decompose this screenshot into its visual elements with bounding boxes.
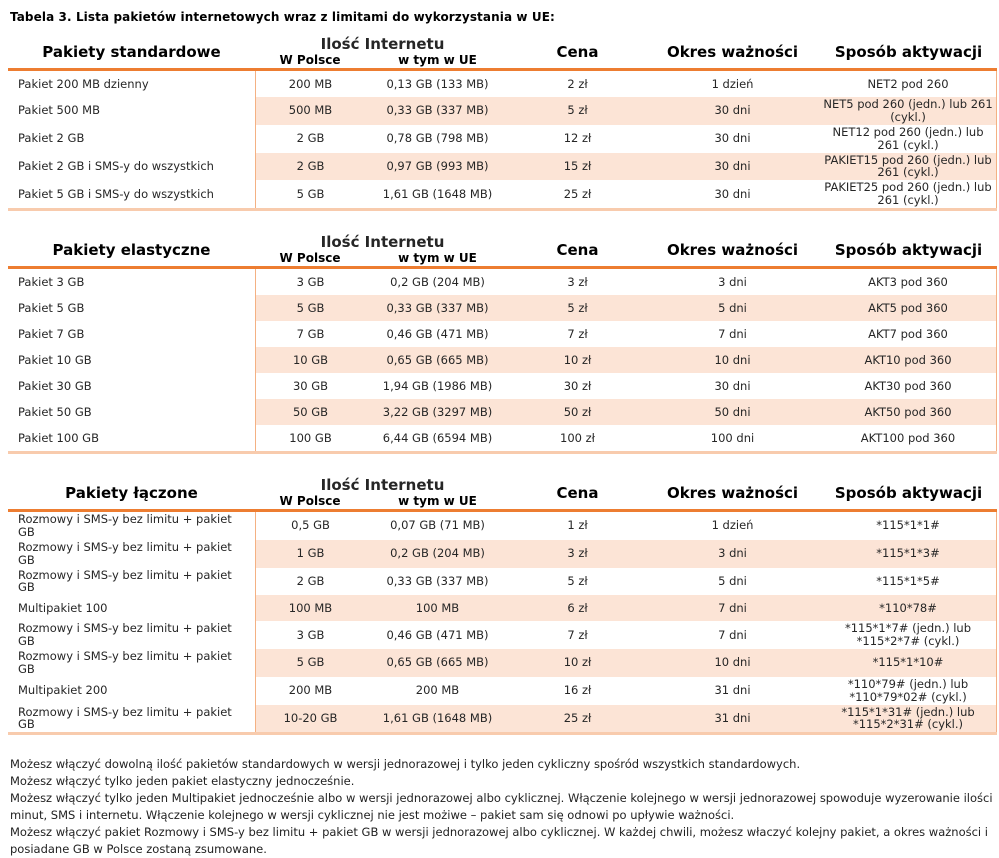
- activation-cell: *110*79# (jedn.) lub *110*79*02# (cykl.): [820, 677, 997, 705]
- eu-amount-cell: 0,33 GB (337 MB): [365, 295, 510, 321]
- poland-amount-cell: 500 MB: [255, 97, 365, 125]
- col-activation: Sposób aktywacji: [834, 42, 983, 61]
- table-row: [8, 425, 997, 451]
- table-row: [8, 321, 997, 347]
- price-cell: 6 zł: [510, 595, 645, 621]
- activation-cell: *115*1*10#: [820, 649, 997, 677]
- eu-amount-cell: 0,13 GB (133 MB): [386, 76, 489, 91]
- eu-amount-cell: 6,44 GB (6594 MB): [382, 430, 493, 445]
- validity-cell: 10 dni: [645, 347, 820, 373]
- package-name-cell: Pakiet 3 GB: [18, 274, 85, 289]
- package-name-cell: Pakiet 2 GB: [18, 131, 85, 146]
- activation-cell: NET5 pod 260 (jedn.) lub 261 (cykl.): [820, 97, 997, 125]
- col-price: Cena: [556, 483, 599, 502]
- table-row: [8, 399, 997, 425]
- table-row: [8, 677, 997, 705]
- col-internet_group: Ilość Internetu: [320, 476, 445, 494]
- validity-cell: 31 dni: [714, 683, 751, 698]
- package-name-cell: Rozmowy i SMS-y bez limitu + pakiet GB: [18, 649, 232, 676]
- poland-amount-cell: 3 GB: [255, 269, 365, 295]
- package-name-cell: Pakiet 10 GB: [18, 352, 92, 367]
- footnote: Możesz włączyć dowolną ilość pakietów standardowych w wersji jednorazowej i tylko jeden cykliczny spośród wszystkich standardowych.: [10, 757, 801, 772]
- poland-amount-cell: 10-20 GB: [255, 705, 365, 733]
- validity-cell: 5 dni: [718, 573, 747, 588]
- validity-cell: 1 dzień: [711, 518, 754, 533]
- price-cell: 25 zł: [563, 186, 592, 201]
- activation-cell: AKT10 pod 360: [820, 347, 997, 373]
- activation-cell: AKT30 pod 360: [820, 373, 997, 399]
- internet-amount-header: [255, 234, 510, 265]
- package-name-cell: Rozmowy i SMS-y bez limitu + pakiet GB: [18, 512, 232, 539]
- package-name-cell: Pakiet 100 GB: [18, 430, 99, 445]
- price-cell: 5 zł: [510, 295, 645, 321]
- table-header: [8, 34, 997, 71]
- eu-amount-cell: 0,46 GB (471 MB): [386, 627, 489, 642]
- package-name-cell: Pakiet 200 MB dzienny: [18, 76, 149, 91]
- eu-amount-cell: 0,46 GB (471 MB): [386, 326, 489, 341]
- validity-cell: 3 dni: [645, 540, 820, 568]
- col-internet_group: Ilość Internetu: [320, 233, 445, 251]
- col-eu: w tym w UE: [398, 494, 477, 508]
- validity-cell: 10 dni: [645, 649, 820, 677]
- eu-amount-cell: 0,2 GB (204 MB): [390, 274, 485, 289]
- eu-amount-cell: 0,33 GB (337 MB): [365, 97, 510, 125]
- poland-amount-cell: 2 GB: [255, 153, 365, 181]
- table-row: [8, 180, 997, 208]
- col-activation: Sposób aktywacji: [834, 483, 983, 502]
- poland-amount-cell: 5 GB: [255, 180, 365, 208]
- poland-amount-cell: 100 MB: [255, 595, 365, 621]
- col-eu: w tym w UE: [398, 251, 477, 265]
- price-cell: 10 zł: [510, 649, 645, 677]
- eu-amount-cell: 0,78 GB (798 MB): [386, 131, 489, 146]
- col-validity: Okres ważności: [666, 240, 799, 259]
- price-cell: 2 zł: [567, 76, 588, 91]
- eu-amount-cell: 0,97 GB (993 MB): [365, 153, 510, 181]
- eu-amount-cell: 0,33 GB (337 MB): [386, 573, 489, 588]
- validity-cell: 3 dni: [718, 274, 747, 289]
- poland-amount-cell: 5 GB: [255, 295, 365, 321]
- col-eu: w tym w UE: [398, 53, 477, 67]
- poland-amount-cell: 200 MB: [255, 677, 365, 705]
- activation-cell: AKT7 pod 360: [820, 321, 997, 347]
- table-row: [8, 71, 997, 97]
- price-cell: 25 zł: [510, 705, 645, 733]
- package-name-cell: Rozmowy i SMS-y bez limitu + pakiet GB: [18, 621, 232, 649]
- package-name-cell: Pakiet 5 GB: [18, 300, 85, 315]
- validity-cell: 7 dni: [718, 326, 747, 341]
- validity-cell: 30 dni: [645, 97, 820, 125]
- internet-amount-header: [255, 36, 510, 67]
- col-internet_group: Ilość Internetu: [320, 35, 445, 53]
- price-cell: 3 zł: [567, 274, 588, 289]
- table-body: [8, 71, 997, 211]
- price-cell: 5 zł: [567, 573, 588, 588]
- price-cell: 16 zł: [563, 683, 592, 698]
- activation-cell: *115*1*5#: [820, 568, 997, 596]
- price-cell: 12 zł: [563, 131, 592, 146]
- validity-cell: 5 dni: [645, 295, 820, 321]
- activation-cell: AKT3 pod 360: [820, 269, 997, 295]
- eu-amount-cell: 200 MB: [415, 683, 460, 698]
- package-name-cell: Rozmowy i SMS-y bez limitu + pakiet GB: [18, 567, 232, 595]
- package-name-cell: Pakiet 7 GB: [18, 326, 85, 341]
- package-name-cell: Multipakiet 100: [18, 600, 108, 615]
- package-table: [8, 475, 997, 735]
- validity-cell: 1 dzień: [711, 76, 754, 91]
- eu-amount-cell: 0,65 GB (665 MB): [365, 347, 510, 373]
- col-price: Cena: [556, 240, 599, 259]
- table-row: [8, 705, 997, 733]
- package-table: [8, 34, 997, 211]
- activation-cell: AKT5 pod 360: [820, 295, 997, 321]
- poland-amount-cell: 0,5 GB: [255, 512, 365, 540]
- price-cell: 10 zł: [510, 347, 645, 373]
- table-name: Pakiety elastyczne: [52, 240, 211, 259]
- table-row: [8, 621, 997, 649]
- poland-amount-cell: 30 GB: [255, 373, 365, 399]
- validity-cell: 30 dni: [714, 131, 751, 146]
- table-row: [8, 125, 997, 153]
- activation-cell: *115*1*1#: [820, 512, 997, 540]
- validity-cell: 31 dni: [645, 705, 820, 733]
- package-name-cell: Rozmowy i SMS-y bez limitu + pakiet GB: [18, 539, 232, 567]
- table-name: Pakiety łączone: [65, 483, 198, 502]
- validity-cell: 50 dni: [645, 399, 820, 425]
- table-row: [8, 97, 997, 125]
- poland-amount-cell: 7 GB: [255, 321, 365, 347]
- package-name-cell: Rozmowy i SMS-y bez limitu + pakiet GB: [18, 704, 232, 732]
- price-cell: 50 zł: [510, 399, 645, 425]
- validity-cell: 30 dni: [714, 186, 751, 201]
- poland-amount-cell: 5 GB: [255, 649, 365, 677]
- footnote: Możesz włączyć tylko jeden Multipakiet jednocześnie albo w wersji jednorazowej albo cyklicznej. Włączenie kolejnego w wersji jednorazowej spowoduje wyzerowanie ilości minut, SMS i internetu. Włączenie kolejnego w wersji cyklicznej nie jest możiwe – pakiet sam się odnowi po upływie ważności.: [10, 791, 993, 823]
- table-row: [8, 295, 997, 321]
- price-cell: 7 zł: [567, 627, 588, 642]
- poland-amount-cell: 2 GB: [255, 568, 365, 596]
- col-poland: W Polsce: [279, 53, 341, 67]
- activation-cell: *115*1*31# (jedn.) lub *115*2*31# (cykl.): [820, 705, 997, 733]
- eu-amount-cell: 0,07 GB (71 MB): [390, 518, 485, 533]
- eu-amount-cell: 1,61 GB (1648 MB): [365, 705, 510, 733]
- package-name-cell: Pakiet 500 MB: [18, 103, 100, 118]
- validity-cell: 100 dni: [710, 430, 755, 445]
- activation-cell: *115*1*7# (jedn.) lub *115*2*7# (cykl.): [820, 621, 997, 649]
- price-cell: 1 zł: [567, 518, 588, 533]
- activation-cell: AKT50 pod 360: [820, 399, 997, 425]
- poland-amount-cell: 3 GB: [255, 621, 365, 649]
- table-row: [8, 540, 997, 568]
- footnote: Możesz włączyć tylko jeden pakiet elastyczny jednocześnie.: [10, 774, 355, 789]
- table-row: [8, 595, 997, 621]
- package-name-cell: Multipakiet 200: [18, 683, 108, 698]
- internet-amount-header: [255, 477, 510, 508]
- price-cell: 3 zł: [510, 540, 645, 568]
- validity-cell: 30 dni: [645, 153, 820, 181]
- col-validity: Okres ważności: [666, 42, 799, 61]
- activation-cell: PAKIET25 pod 260 (jedn.) lub 261 (cykl.): [820, 180, 997, 208]
- poland-amount-cell: 100 GB: [255, 425, 365, 451]
- poland-amount-cell: 50 GB: [255, 399, 365, 425]
- price-cell: 15 zł: [510, 153, 645, 181]
- footnote: Możesz włączyć pakiet Rozmowy i SMS-y bez limitu + pakiet GB w wersji jednorazowej albo cyklicznej. W każdej chwili, możesz właczyć kolejny pakiet, a okres ważności i posiadane GB w Polsce zostaną zsumowane.: [10, 825, 988, 857]
- table-row: [8, 269, 997, 295]
- activation-cell: NET2 pod 260: [820, 71, 997, 97]
- col-activation: Sposób aktywacji: [834, 240, 983, 259]
- internet-subheaders: [255, 251, 510, 265]
- table-row: [8, 373, 997, 399]
- internet-subheaders: [255, 494, 510, 508]
- poland-amount-cell: 2 GB: [255, 125, 365, 153]
- table-row: [8, 512, 997, 540]
- poland-amount-cell: 1 GB: [255, 540, 365, 568]
- table-header: [8, 475, 997, 512]
- table-body: [8, 269, 997, 454]
- validity-cell: 7 dni: [718, 627, 747, 642]
- internet-subheaders: [255, 53, 510, 67]
- col-poland: W Polsce: [279, 494, 341, 508]
- package-table: [8, 232, 997, 454]
- tables-container: [8, 34, 992, 735]
- package-name-cell: Pakiet 50 GB: [18, 404, 92, 419]
- price-cell: 5 zł: [510, 97, 645, 125]
- table-body: [8, 512, 997, 735]
- table-row: [8, 649, 997, 677]
- eu-amount-cell: 1,94 GB (1986 MB): [382, 378, 493, 393]
- activation-cell: PAKIET15 pod 260 (jedn.) lub 261 (cykl.): [820, 153, 997, 181]
- poland-amount-cell: 10 GB: [255, 347, 365, 373]
- price-cell: 100 zł: [560, 430, 595, 445]
- eu-amount-cell: 100 MB: [365, 595, 510, 621]
- package-name-cell: Pakiet 30 GB: [18, 378, 92, 393]
- table-header: [8, 232, 997, 269]
- validity-cell: 7 dni: [645, 595, 820, 621]
- validity-cell: 30 dni: [714, 378, 751, 393]
- package-name-cell: Pakiet 2 GB i SMS-y do wszystkich: [18, 158, 214, 173]
- eu-amount-cell: 0,65 GB (665 MB): [365, 649, 510, 677]
- package-name-cell: Pakiet 5 GB i SMS-y do wszystkich: [18, 186, 214, 201]
- col-price: Cena: [556, 42, 599, 61]
- activation-cell: *115*1*3#: [820, 540, 997, 568]
- eu-amount-cell: 3,22 GB (3297 MB): [365, 399, 510, 425]
- table-name: Pakiety standardowe: [42, 42, 221, 61]
- eu-amount-cell: 0,2 GB (204 MB): [365, 540, 510, 568]
- col-validity: Okres ważności: [666, 483, 799, 502]
- activation-cell: AKT100 pod 360: [820, 425, 997, 451]
- table-row: [8, 153, 997, 181]
- activation-cell: NET12 pod 260 (jedn.) lub 261 (cykl.): [820, 125, 997, 153]
- table-row: [8, 568, 997, 596]
- document-title: Tabela 3. Lista pakietów internetowych wraz z limitami do wykorzystania w UE:: [10, 10, 555, 24]
- poland-amount-cell: 200 MB: [255, 71, 365, 97]
- footnotes: [10, 756, 995, 858]
- activation-cell: *110*78#: [820, 595, 997, 621]
- price-cell: 7 zł: [567, 326, 588, 341]
- eu-amount-cell: 1,61 GB (1648 MB): [382, 186, 493, 201]
- table-row: [8, 347, 997, 373]
- price-cell: 30 zł: [563, 378, 592, 393]
- col-poland: W Polsce: [279, 251, 341, 265]
